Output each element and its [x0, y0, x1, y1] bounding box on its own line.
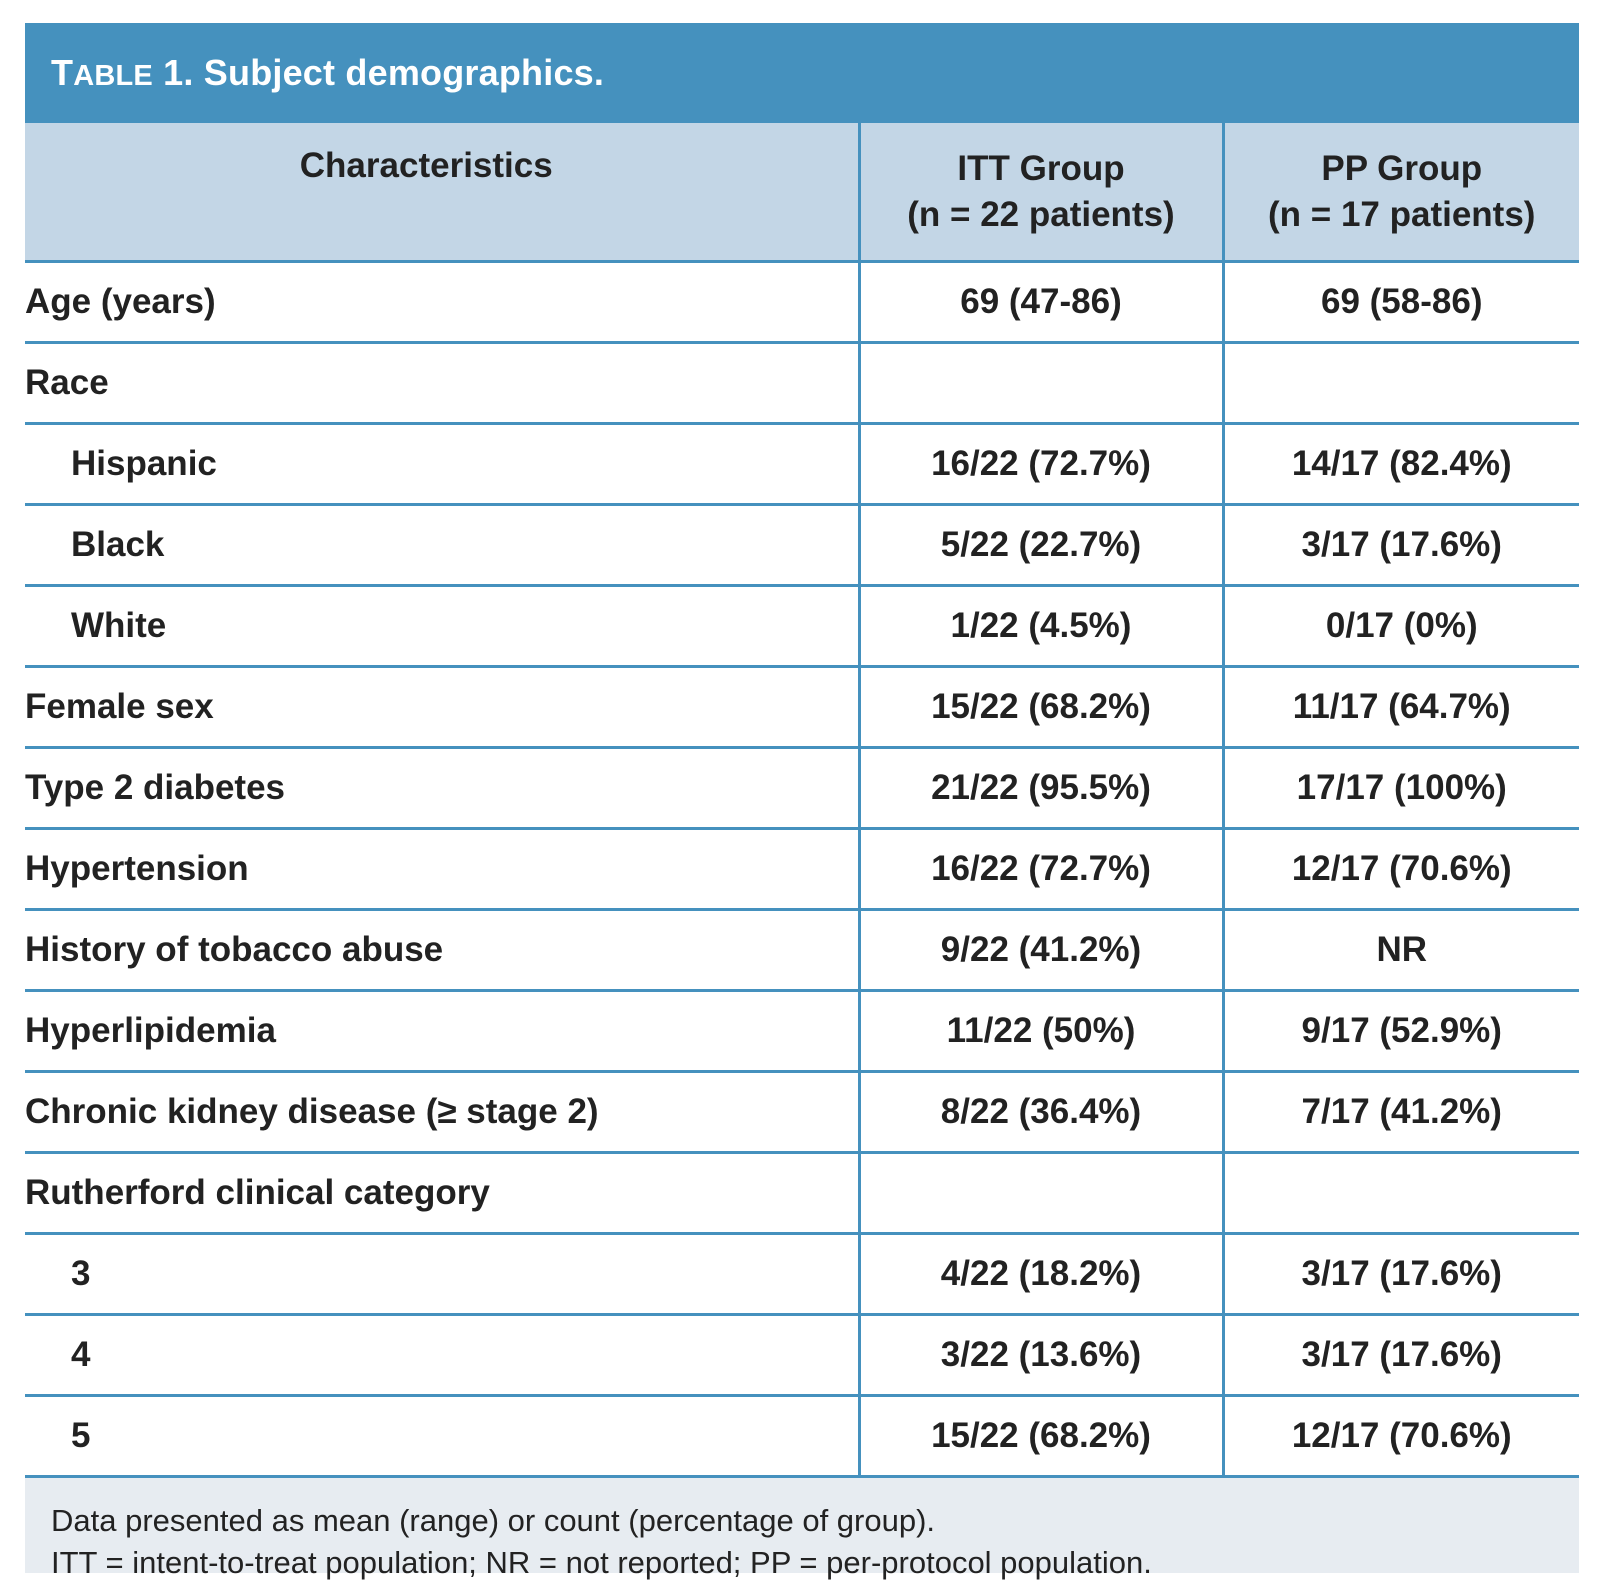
row-label: Race — [25, 343, 859, 424]
demographics-table-card — [25, 23, 1579, 1580]
footnote-line-2: ITT = intent-to-treat population; NR = not reported; PP = per-protocol population. — [51, 1545, 1152, 1580]
table-row — [25, 424, 1579, 505]
header-itt-count: (n = 22 patients) — [907, 194, 1175, 234]
itt-value — [859, 1153, 1223, 1234]
table-footnote — [25, 1478, 1579, 1584]
itt-value: 69 (47-86) — [859, 262, 1223, 343]
header-itt-group — [859, 123, 1223, 262]
itt-value: 15/22 (68.2%) — [859, 667, 1223, 748]
table-row — [25, 262, 1579, 343]
pp-value — [1223, 1153, 1579, 1234]
row-label: Hypertension — [25, 829, 859, 910]
row-label: White — [25, 586, 859, 667]
pp-value — [1223, 343, 1579, 424]
row-label: Hyperlipidemia — [25, 991, 859, 1072]
demographics-table — [25, 123, 1579, 1478]
itt-value — [859, 343, 1223, 424]
pp-value: 9/17 (52.9%) — [1223, 991, 1579, 1072]
pp-value: 0/17 (0%) — [1223, 586, 1579, 667]
pp-value: 17/17 (100%) — [1223, 748, 1579, 829]
table-number: 1. — [163, 52, 194, 93]
header-row — [25, 123, 1579, 262]
row-label: 4 — [25, 1315, 859, 1396]
table-row — [25, 910, 1579, 991]
header-pp-title: PP Group — [1321, 148, 1483, 188]
table-row — [25, 748, 1579, 829]
pp-value: 12/17 (70.6%) — [1223, 829, 1579, 910]
row-label: Hispanic — [25, 424, 859, 505]
pp-value: 3/17 (17.6%) — [1223, 505, 1579, 586]
itt-value: 4/22 (18.2%) — [859, 1234, 1223, 1315]
table-row — [25, 505, 1579, 586]
table-row — [25, 1072, 1579, 1153]
row-label: Female sex — [25, 667, 859, 748]
pp-value: 7/17 (41.2%) — [1223, 1072, 1579, 1153]
header-pp-group — [1223, 123, 1579, 262]
table-caption: Subject demographics. — [203, 52, 605, 93]
table-row — [25, 1396, 1579, 1477]
row-label: Chronic kidney disease (≥ stage 2) — [25, 1072, 859, 1153]
pp-value: 14/17 (82.4%) — [1223, 424, 1579, 505]
header-characteristics: Characteristics — [25, 123, 859, 262]
pp-value: 69 (58-86) — [1223, 262, 1579, 343]
itt-value: 5/22 (22.7%) — [859, 505, 1223, 586]
row-label: History of tobacco abuse — [25, 910, 859, 991]
row-label: 5 — [25, 1396, 859, 1477]
pp-value: 3/17 (17.6%) — [1223, 1315, 1579, 1396]
itt-value: 3/22 (13.6%) — [859, 1315, 1223, 1396]
pp-value: 3/17 (17.6%) — [1223, 1234, 1579, 1315]
header-pp-count: (n = 17 patients) — [1268, 194, 1536, 234]
table-row — [25, 343, 1579, 424]
row-label: 3 — [25, 1234, 859, 1315]
table-row — [25, 1315, 1579, 1396]
table-title — [25, 23, 1579, 123]
itt-value: 21/22 (95.5%) — [859, 748, 1223, 829]
table-row — [25, 1153, 1579, 1234]
row-label: Rutherford clinical category — [25, 1153, 859, 1234]
itt-value: 1/22 (4.5%) — [859, 586, 1223, 667]
header-itt-title: ITT Group — [957, 148, 1125, 188]
itt-value: 11/22 (50%) — [859, 991, 1223, 1072]
itt-value: 15/22 (68.2%) — [859, 1396, 1223, 1477]
table-row — [25, 586, 1579, 667]
itt-value: 16/22 (72.7%) — [859, 424, 1223, 505]
row-label: Type 2 diabetes — [25, 748, 859, 829]
footnote-line-1: Data presented as mean (range) or count (percentage of group). — [51, 1503, 936, 1538]
table-row — [25, 829, 1579, 910]
table-row — [25, 1234, 1579, 1315]
itt-value: 16/22 (72.7%) — [859, 829, 1223, 910]
itt-value: 9/22 (41.2%) — [859, 910, 1223, 991]
row-label: Black — [25, 505, 859, 586]
table-row — [25, 991, 1579, 1072]
pp-value: 12/17 (70.6%) — [1223, 1396, 1579, 1477]
table-label: TABLE — [51, 52, 153, 93]
pp-value: NR — [1223, 910, 1579, 991]
row-label: Age (years) — [25, 262, 859, 343]
pp-value: 11/17 (64.7%) — [1223, 667, 1579, 748]
table-row — [25, 667, 1579, 748]
itt-value: 8/22 (36.4%) — [859, 1072, 1223, 1153]
